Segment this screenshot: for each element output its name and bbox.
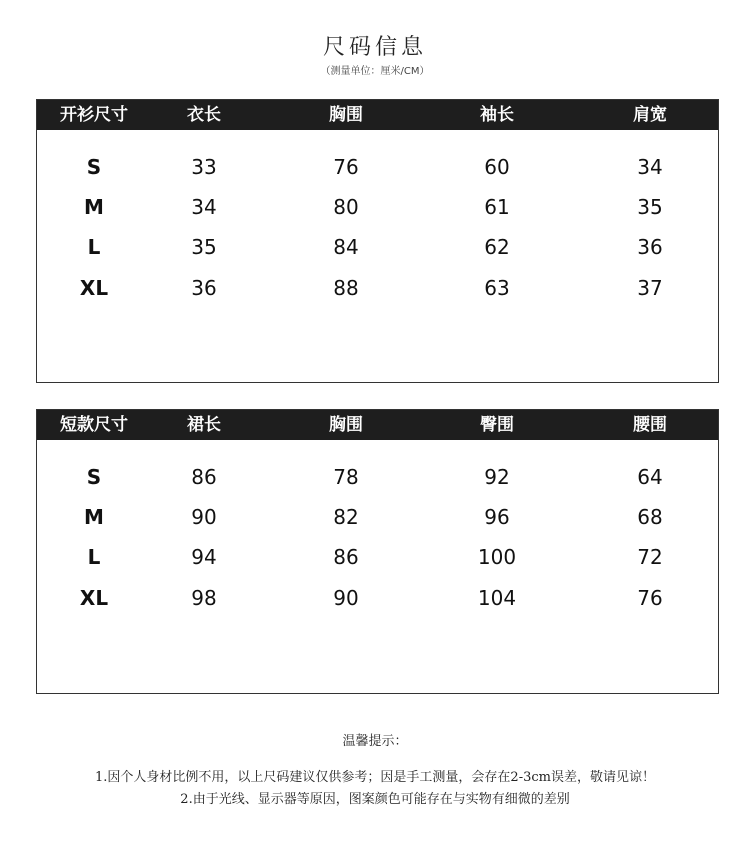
value-cell: 34: [191, 195, 217, 219]
size-cell: S: [86, 465, 102, 489]
table-row: [37, 462, 718, 492]
size-cell: M: [84, 195, 104, 219]
value-cell: 100: [477, 545, 517, 569]
value-cell: 76: [333, 155, 359, 179]
value-cell: 86: [333, 545, 359, 569]
size-cell: L: [87, 235, 101, 259]
column-header: 开衫尺寸: [60, 105, 128, 125]
value-cell: 61: [484, 195, 510, 219]
value-cell: 104: [477, 586, 517, 610]
value-cell: 68: [637, 505, 663, 529]
cardigan-size-table: [36, 99, 719, 383]
value-cell: 88: [333, 276, 359, 300]
value-cell: 82: [333, 505, 359, 529]
table-row: [37, 583, 718, 613]
table-row: [37, 152, 718, 182]
value-cell: 64: [637, 465, 663, 489]
value-cell: 76: [637, 586, 663, 610]
column-header: 袖长: [480, 105, 514, 125]
page-title: 尺码信息: [322, 35, 427, 60]
size-cell: M: [84, 505, 104, 529]
value-cell: 94: [191, 545, 217, 569]
table-header: [37, 410, 718, 440]
column-header: 裙长: [187, 415, 221, 435]
column-header: 衣长: [187, 105, 221, 125]
size-cell: S: [86, 155, 102, 179]
value-cell: 98: [191, 586, 217, 610]
value-cell: 86: [191, 465, 217, 489]
value-cell: 90: [333, 586, 359, 610]
column-header: 臀围: [480, 415, 514, 435]
value-cell: 92: [484, 465, 510, 489]
value-cell: 62: [484, 235, 510, 259]
table-header: [37, 100, 718, 130]
column-header: 腰围: [633, 415, 667, 435]
column-header: 胸围: [329, 105, 363, 125]
value-cell: 90: [191, 505, 217, 529]
column-header: 短款尺寸: [60, 415, 128, 435]
value-cell: 35: [191, 235, 217, 259]
table-row: [37, 273, 718, 303]
value-cell: 35: [637, 195, 663, 219]
value-cell: 84: [333, 235, 359, 259]
value-cell: 36: [637, 235, 663, 259]
value-cell: 33: [191, 155, 217, 179]
table-row: [37, 502, 718, 532]
tip-line-2: 2.由于光线、显示器等原因，图案颜色可能存在与实物有细微的差别: [180, 792, 570, 807]
value-cell: 63: [484, 276, 510, 300]
table-row: [37, 542, 718, 572]
tips-heading: 温馨提示：: [342, 734, 408, 749]
value-cell: 72: [637, 545, 663, 569]
size-cell: L: [87, 545, 101, 569]
size-cell: XL: [79, 276, 109, 300]
value-cell: 34: [637, 155, 663, 179]
value-cell: 80: [333, 195, 359, 219]
column-header: 肩宽: [633, 105, 667, 125]
value-cell: 60: [484, 155, 510, 179]
value-cell: 96: [484, 505, 510, 529]
table-row: [37, 232, 718, 262]
table-row: [37, 192, 718, 222]
value-cell: 78: [333, 465, 359, 489]
short-size-table: [36, 409, 719, 694]
tip-line-1: 1.因个人身材比例不用，以上尺码建议仅供参考；因是手工测量，会存在2-3cm误差，敬请见谅！: [95, 770, 655, 785]
measurement-unit-note: （测量单位：厘米/CM）: [320, 66, 430, 77]
size-cell: XL: [79, 586, 109, 610]
value-cell: 36: [191, 276, 217, 300]
value-cell: 37: [637, 276, 663, 300]
column-header: 胸围: [329, 415, 363, 435]
